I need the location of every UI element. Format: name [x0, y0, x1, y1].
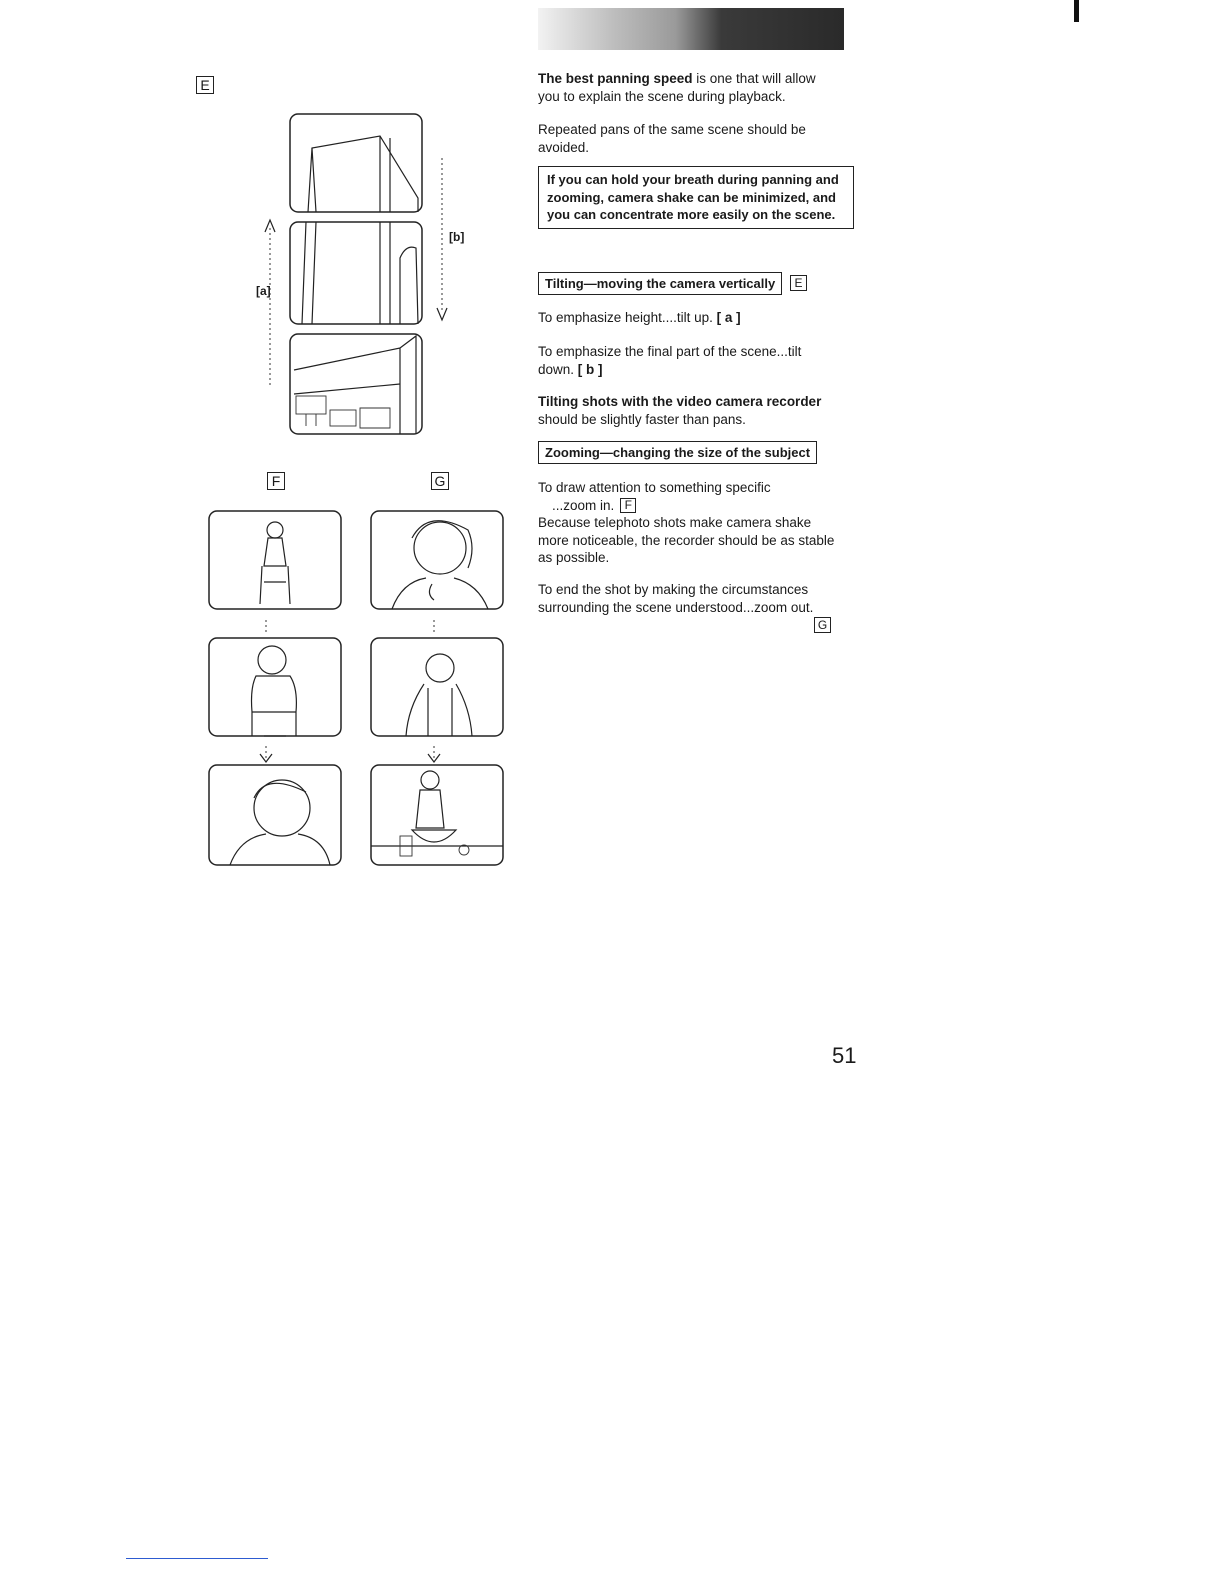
tilting-heading-text: Tilting—moving the camera vertically [545, 276, 776, 291]
figure-label-f: F [267, 472, 285, 490]
zooming-heading [538, 441, 817, 464]
edge-tab-mark [1074, 0, 1079, 22]
zoom-in-paragraph [538, 479, 838, 567]
tilt-up-label: [a] [256, 284, 271, 298]
zoom-out-paragraph: To end the shot by making the circumstances surrounding the scene understood...zoom out. [538, 582, 814, 615]
figure-label-e: E [196, 76, 214, 94]
tilt-up-text: To emphasize height....tilt up. [538, 310, 713, 325]
telephoto-text: Because telephoto shots make camera shake more noticeable, the recorder should be as stable as possible. [538, 515, 835, 565]
tilting-shots-text: should be slightly faster than pans. [538, 411, 746, 427]
zoom-in-illustration [206, 508, 346, 870]
tilt-down-paragraph [538, 343, 838, 378]
zoom-out-ref-box: G [814, 617, 831, 633]
tilt-down-ref: [ b ] [577, 361, 603, 377]
zooming-heading-text: Zooming—changing the size of the subject [545, 445, 811, 460]
panning-speed-bold: The best panning speed [538, 71, 693, 86]
tilting-ref-box: E [790, 275, 807, 291]
header-banner [538, 8, 844, 50]
page-number: 51 [832, 1043, 857, 1068]
footer-rule [126, 1558, 268, 1559]
tilting-illustration [250, 108, 480, 440]
tilt-down-label: [b] [449, 230, 465, 244]
panning-speed-text: is one that will allow you to explain the scene during playback. [538, 71, 816, 104]
tilting-shots-paragraph [538, 393, 838, 428]
zoom-out-illustration [368, 508, 508, 870]
tilt-up-ref: [ a ] [716, 310, 741, 325]
tilting-shots-bold: Tilting shots with the video camera recorder [538, 394, 822, 409]
breath-note-box: If you can hold your breath during panning and zooming, camera shake can be minimized, and you can concentrate more easily on the scene. [538, 166, 854, 229]
tilt-up-paragraph [538, 309, 838, 327]
figure-label-g: G [431, 472, 449, 490]
zoom-in-ref-box: F [620, 498, 636, 513]
zoom-in-line1: To draw attention to something specific [538, 480, 771, 495]
panning-speed-paragraph [538, 70, 838, 105]
repeated-pans-paragraph: Repeated pans of the same scene should be avoided. [538, 122, 806, 155]
zoom-in-line2: ...zoom in. [552, 497, 615, 513]
zoom-in-line2-row [538, 497, 838, 515]
tilt-down-text: To emphasize the final part of the scene...tilt down. [538, 344, 802, 377]
tilting-heading [538, 272, 782, 295]
